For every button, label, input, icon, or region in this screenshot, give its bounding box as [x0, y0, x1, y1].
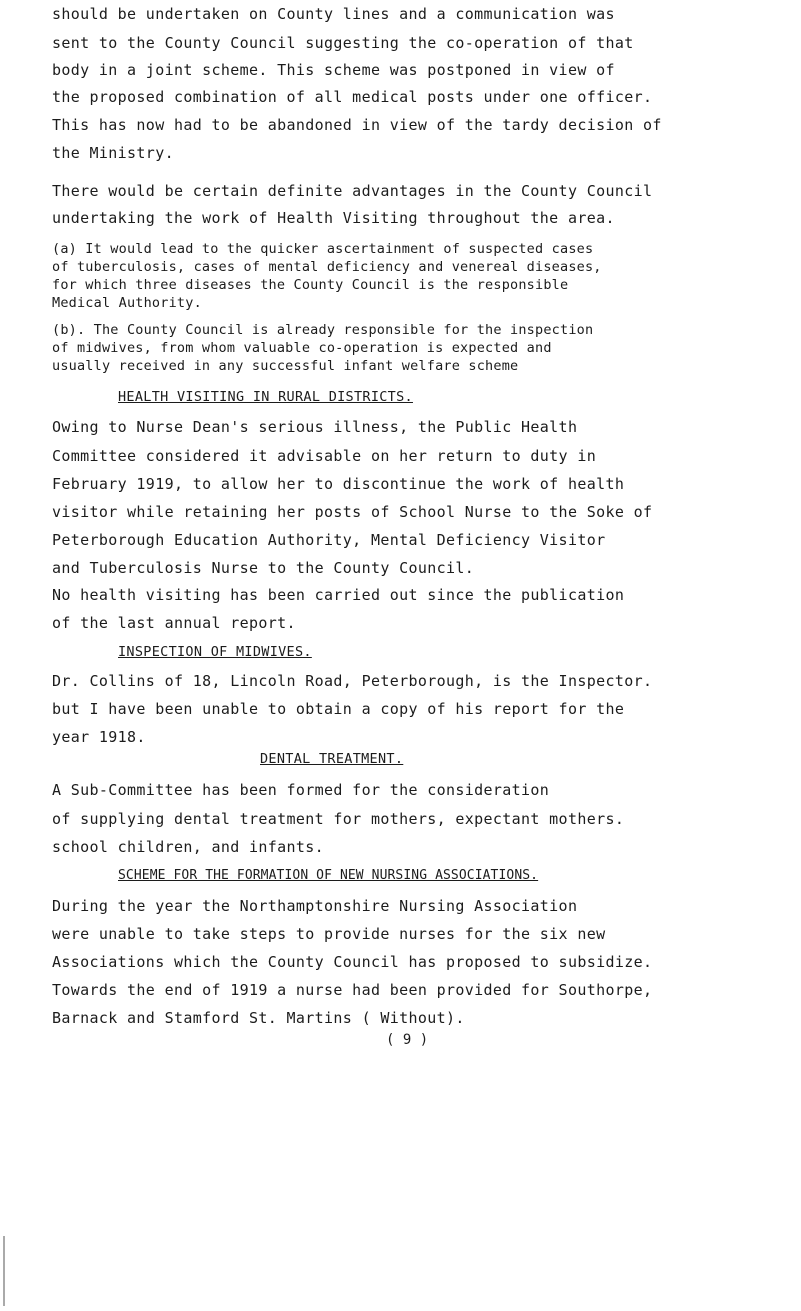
text-line: Associations which the County Council has proposed to subsidize.: [52, 953, 653, 971]
text-line: February 1919, to allow her to discontinue the work of health: [52, 475, 625, 493]
text-line: During the year the Northamptonshire Nursing Association: [52, 897, 578, 915]
page-number: ( 9 ): [386, 1032, 429, 1048]
text-line: the proposed combination of all medical posts under one officer.: [52, 88, 653, 106]
text-line: No health visiting has been carried out since the publication: [52, 586, 625, 604]
text-line: This has now had to be abandoned in view of the tardy decision of: [52, 116, 662, 134]
text-line: and Tuberculosis Nurse to the County Council.: [52, 559, 475, 577]
text-line: (a) It would lead to the quicker ascertainment of suspected cases: [52, 241, 594, 257]
text-line: the Ministry.: [52, 144, 174, 162]
text-line: year 1918.: [52, 728, 146, 746]
section-heading-dental: DENTAL TREATMENT.: [260, 751, 404, 767]
text-line: of supplying dental treatment for mothers, expectant mothers.: [52, 810, 625, 828]
text-line: were unable to take steps to provide nurses for the six new: [52, 925, 606, 943]
text-line: of the last annual report.: [52, 614, 296, 632]
section-heading-midwives: INSPECTION OF MIDWIVES.: [118, 644, 312, 660]
page-edge-mark: [3, 1236, 5, 1306]
text-line: should be undertaken on County lines and a communication was: [52, 5, 615, 23]
text-line: Committee considered it advisable on her return to duty in: [52, 447, 597, 465]
text-line: (b). The County Council is already responsible for the inspection: [52, 322, 594, 338]
text-line: There would be certain definite advantages in the County Council: [52, 182, 653, 200]
text-line: visitor while retaining her posts of School Nurse to the Soke of: [52, 503, 653, 521]
text-line: usually received in any successful infant welfare scheme: [52, 358, 519, 374]
text-line: school children, and infants.: [52, 838, 325, 856]
text-line: undertaking the work of Health Visiting throughout the area.: [52, 209, 615, 227]
text-line: sent to the County Council suggesting the co-operation of that: [52, 34, 634, 52]
text-line: body in a joint scheme. This scheme was postponed in view of: [52, 61, 615, 79]
text-line: Peterborough Education Authority, Mental Deficiency Visitor: [52, 531, 606, 549]
text-line: Owing to Nurse Dean's serious illness, the Public Health: [52, 418, 578, 436]
section-heading-nursing: SCHEME FOR THE FORMATION OF NEW NURSING ASSOCIATIONS.: [118, 868, 539, 883]
text-line: A Sub-Committee has been formed for the consideration: [52, 781, 550, 799]
text-line: Dr. Collins of 18, Lincoln Road, Peterborough, is the Inspector.: [52, 672, 653, 690]
text-line: for which three diseases the County Council is the responsible: [52, 277, 569, 293]
text-line: but I have been unable to obtain a copy of his report for the: [52, 700, 625, 718]
text-line: of tuberculosis, cases of mental deficiency and venereal diseases,: [52, 259, 602, 275]
text-line: Towards the end of 1919 a nurse had been provided for Southorpe,: [52, 981, 653, 999]
text-line: Barnack and Stamford St. Martins ( Without).: [52, 1009, 465, 1027]
section-heading-health-visiting: HEALTH VISITING IN RURAL DISTRICTS.: [118, 389, 413, 405]
text-line: of midwives, from whom valuable co-operation is expected and: [52, 340, 552, 356]
text-line: Medical Authority.: [52, 295, 202, 311]
